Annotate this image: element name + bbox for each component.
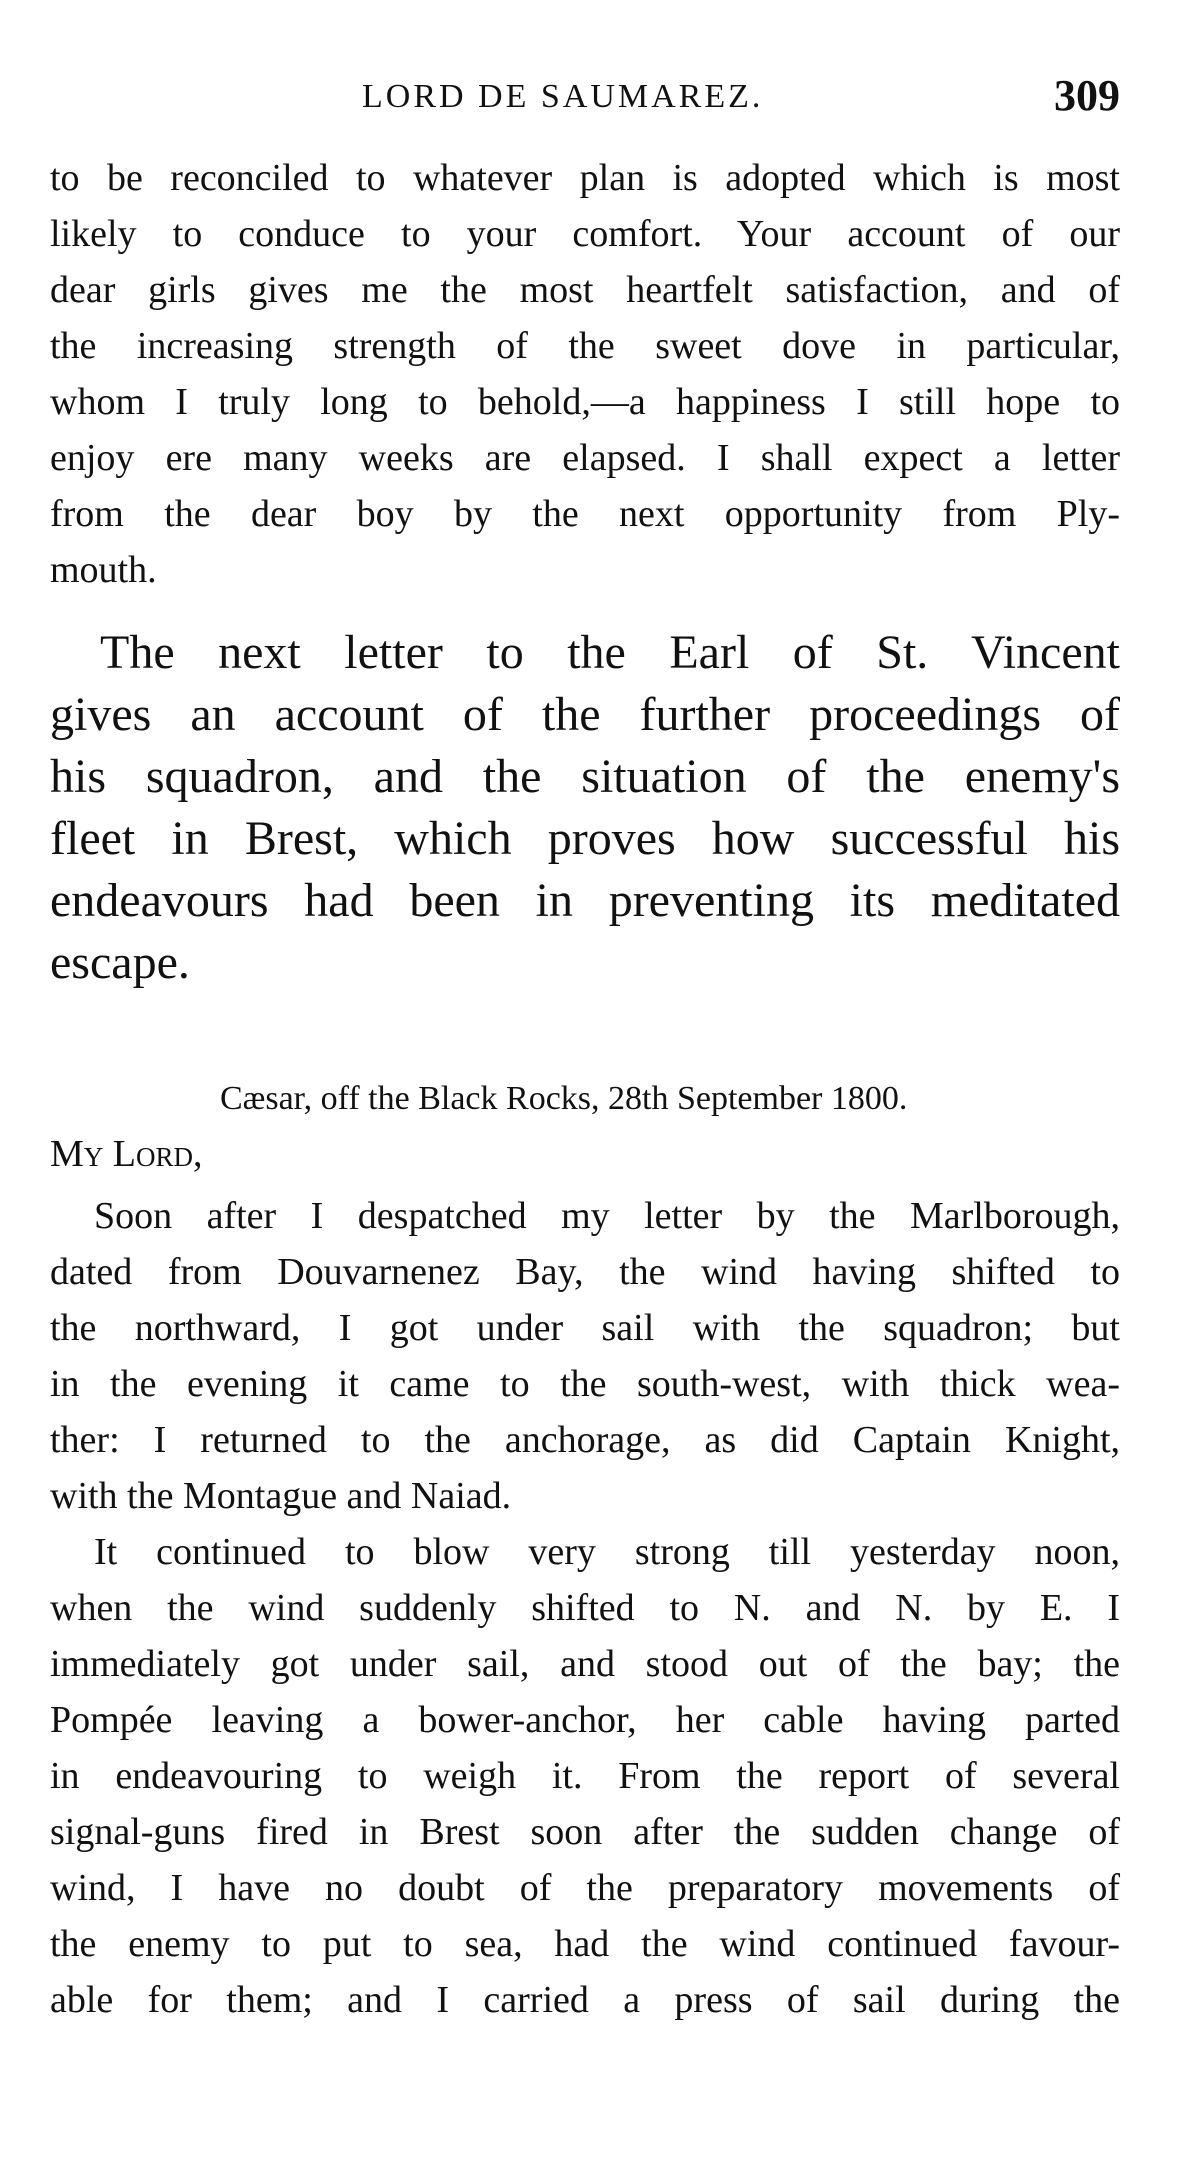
text-line: his squadron, and the situation of the enemy's: [50, 750, 1120, 803]
text-line: enjoy ere many weeks are elapsed. I shall expect a letter: [50, 437, 1120, 479]
text-line: in endeavouring to weigh it. From the report of several: [50, 1755, 1120, 1797]
page-number: 309: [1054, 71, 1120, 120]
text-line: gives an account of the further proceedings of: [50, 688, 1120, 741]
text-line: escape.: [50, 936, 190, 989]
text-line: ther: I returned to the anchorage, as did Captain Knight,: [50, 1419, 1120, 1461]
text-line: with the Montague and Naiad.: [50, 1475, 512, 1517]
text-line: Soon after I despatched my letter by the Marlborough,: [94, 1195, 1120, 1237]
text-line: signal-guns fired in Brest soon after the sudden change of: [50, 1811, 1120, 1853]
text-line: dear girls gives me the most heartfelt satisfaction, and of: [50, 269, 1120, 311]
text-line: dated from Douvarnenez Bay, the wind having shifted to: [50, 1251, 1120, 1293]
text-line: The next letter to the Earl of St. Vincent: [100, 626, 1120, 679]
text-line: whom I truly long to behold,—a happiness I still hope to: [50, 381, 1120, 423]
text-line: Pompée leaving a bower-anchor, her cable having parted: [50, 1699, 1120, 1741]
text-line: immediately got under sail, and stood out of the bay; the: [50, 1643, 1120, 1685]
text-line: fleet in Brest, which proves how successful his: [50, 812, 1120, 865]
text-line: It continued to blow very strong till yesterday noon,: [94, 1531, 1120, 1573]
letter-dateline: Cæsar, off the Black Rocks, 28th September 1800.: [220, 1080, 908, 1117]
text-line: wind, I have no doubt of the preparatory movements of: [50, 1867, 1120, 1909]
text-line: from the dear boy by the next opportunity from Ply-: [50, 493, 1120, 535]
text-line: able for them; and I carried a press of sail during the: [50, 1979, 1120, 2021]
letter-salutation: My Lord,: [50, 1133, 203, 1175]
text-line: the increasing strength of the sweet dove in particular,: [50, 325, 1120, 367]
text-line: when the wind suddenly shifted to N. and N. by E. I: [50, 1587, 1120, 1629]
running-header: [50, 66, 1120, 126]
running-title: LORD DE SAUMAREZ.: [362, 78, 764, 115]
text-line: in the evening it came to the south-west, with thick wea-: [50, 1363, 1120, 1405]
text-line: to be reconciled to whatever plan is adopted which is most: [50, 157, 1120, 199]
text-line: endeavours had been in preventing its meditated: [50, 874, 1120, 927]
text-line: the enemy to put to sea, had the wind continued favour-: [50, 1923, 1120, 1965]
text-line: the northward, I got under sail with the squadron; but: [50, 1307, 1120, 1349]
text-line: mouth.: [50, 549, 157, 591]
text-line: likely to conduce to your comfort. Your account of our: [50, 213, 1120, 255]
